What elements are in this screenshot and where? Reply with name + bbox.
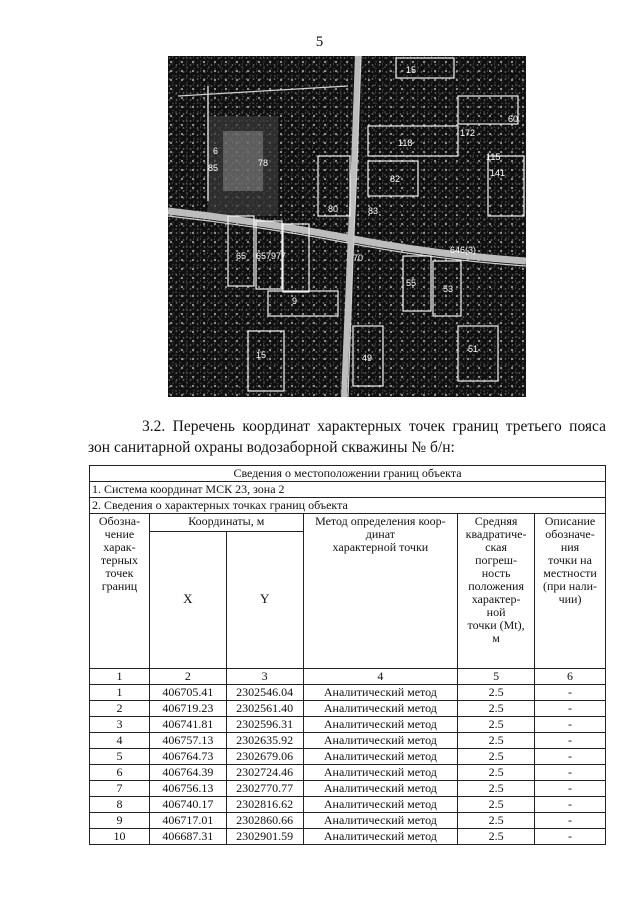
method-cell: Аналитический метод: [303, 765, 458, 781]
y-coordinate-cell: 2302770.77: [226, 781, 303, 797]
column-number: 3: [226, 669, 303, 685]
heading-line-2: санитарной охраны водозаборной скважины № б/н:: [113, 439, 455, 456]
error-cell: 2.5: [458, 797, 535, 813]
x-coordinate-cell: 406687.31: [149, 829, 226, 845]
header-point: Обозна- чение харак- терных точек границ: [90, 514, 150, 669]
x-coordinate-cell: 406757.13: [149, 733, 226, 749]
description-cell: -: [535, 781, 606, 797]
parcel-label-15-top: 15: [406, 65, 417, 75]
table-row: [90, 717, 606, 733]
error-cell: 2.5: [458, 685, 535, 701]
method-cell: Аналитический метод: [303, 685, 458, 701]
error-cell: 2.5: [458, 717, 535, 733]
y-coordinate-cell: 2302724.46: [226, 765, 303, 781]
method-cell: Аналитический метод: [303, 733, 458, 749]
x-coordinate-cell: 406756.13: [149, 781, 226, 797]
parcel-label-70: 70: [353, 253, 364, 263]
description-cell: -: [535, 749, 606, 765]
y-coordinate-cell: 2302901.59: [226, 829, 303, 845]
point-number-cell: 1: [90, 685, 150, 701]
error-cell: 2.5: [458, 749, 535, 765]
description-cell: -: [535, 813, 606, 829]
point-number-cell: 4: [90, 733, 150, 749]
point-number-cell: 6: [90, 765, 150, 781]
x-coordinate-cell: 406717.01: [149, 813, 226, 829]
parcel-label-78: 78: [258, 158, 269, 168]
parcel-label-82: 82: [390, 174, 401, 184]
description-cell: -: [535, 701, 606, 717]
method-cell: Аналитический метод: [303, 701, 458, 717]
header-y: Y: [226, 532, 303, 669]
table-row: [90, 701, 606, 717]
table-row: [90, 749, 606, 765]
column-number: 4: [303, 669, 458, 685]
column-number: 5: [458, 669, 535, 685]
parcel-label-15-bottom: 15: [256, 350, 267, 360]
header-coords: Координаты, м: [149, 514, 303, 532]
description-cell: -: [535, 685, 606, 701]
x-coordinate-cell: 406764.73: [149, 749, 226, 765]
table-row: [90, 685, 606, 701]
error-cell: 2.5: [458, 781, 535, 797]
parcel-label-118: 118: [398, 138, 413, 148]
x-coordinate-cell: 406741.81: [149, 717, 226, 733]
description-cell: -: [535, 733, 606, 749]
satellite-map: [168, 56, 526, 397]
y-coordinate-cell: 2302561.40: [226, 701, 303, 717]
parcel-label-141: 141: [490, 168, 506, 178]
x-coordinate-cell: 406740.17: [149, 797, 226, 813]
point-number-cell: 2: [90, 701, 150, 717]
parcel-label-657977: 657977: [256, 251, 287, 261]
point-number-cell: 3: [90, 717, 150, 733]
column-number: 6: [535, 669, 606, 685]
table-row: [90, 765, 606, 781]
point-number-cell: 9: [90, 813, 150, 829]
y-coordinate-cell: 2302816.62: [226, 797, 303, 813]
method-cell: Аналитический метод: [303, 717, 458, 733]
table-section-label: 2. Сведения о характерных точках границ объекта: [90, 498, 606, 514]
x-coordinate-cell: 406764.39: [149, 765, 226, 781]
header-x: X: [149, 532, 226, 669]
parcel-label-49: 49: [362, 353, 373, 363]
parcel-label-115: 115: [486, 152, 501, 162]
x-coordinate-cell: 406719.23: [149, 701, 226, 717]
parcel-label-172: 172: [460, 128, 476, 138]
parcel-label-60: 60: [508, 114, 519, 124]
parcel-label-83: 83: [368, 206, 379, 216]
error-cell: 2.5: [458, 701, 535, 717]
table-row: [90, 781, 606, 797]
column-number-row: [90, 669, 606, 685]
parcel-label-85: 85: [208, 163, 219, 173]
parcel-label-53: 53: [443, 284, 454, 294]
point-number-cell: 5: [90, 749, 150, 765]
y-coordinate-cell: 2302679.06: [226, 749, 303, 765]
y-coordinate-cell: 2302596.31: [226, 717, 303, 733]
table-title: Сведения о местоположении границ объекта: [90, 466, 606, 482]
error-cell: 2.5: [458, 765, 535, 781]
table-row: [90, 813, 606, 829]
error-cell: 2.5: [458, 829, 535, 845]
description-cell: -: [535, 717, 606, 733]
parcel-label-9: 9: [292, 296, 298, 306]
y-coordinate-cell: 2302635.92: [226, 733, 303, 749]
parcel-label-51: 51: [468, 344, 479, 354]
coordinates-table: [89, 465, 606, 845]
parcel-label-55: 55: [406, 278, 417, 288]
heading-line-1: 3.2. Перечень координат характерных точек границ третьего пояса зон: [88, 418, 606, 456]
description-cell: -: [535, 829, 606, 845]
error-cell: 2.5: [458, 733, 535, 749]
parcel-label-80: 80: [328, 204, 339, 214]
column-number: 2: [149, 669, 226, 685]
table-coordinate-system: 1. Система координат МСК 23, зона 2: [90, 482, 606, 498]
table-row: [90, 829, 606, 845]
y-coordinate-cell: 2302546.04: [226, 685, 303, 701]
header-error: Средняя квадратиче- ская погреш- ность положения характер- ной точки (Mt), м: [458, 514, 535, 669]
parcel-label-65: 65: [236, 251, 247, 261]
road-label-646: 646(3): [450, 245, 477, 255]
point-number-cell: 7: [90, 781, 150, 797]
x-coordinate-cell: 406705.41: [149, 685, 226, 701]
method-cell: Аналитический метод: [303, 797, 458, 813]
section-heading: [88, 416, 606, 458]
method-cell: Аналитический метод: [303, 781, 458, 797]
header-method: Метод определения коор- динат характерной точки: [303, 514, 458, 669]
method-cell: Аналитический метод: [303, 829, 458, 845]
method-cell: Аналитический метод: [303, 813, 458, 829]
parcel-label-6: 6: [213, 146, 219, 156]
error-cell: 2.5: [458, 813, 535, 829]
page-number: 5: [315, 34, 324, 50]
table-row: [90, 797, 606, 813]
point-number-cell: 8: [90, 797, 150, 813]
column-number: 1: [90, 669, 150, 685]
point-number-cell: 10: [90, 829, 150, 845]
header-description: Описание обозначе- ния точки на местности (при нали- чии): [535, 514, 606, 669]
table-row: [90, 733, 606, 749]
y-coordinate-cell: 2302860.66: [226, 813, 303, 829]
description-cell: -: [535, 797, 606, 813]
method-cell: Аналитический метод: [303, 749, 458, 765]
description-cell: -: [535, 765, 606, 781]
